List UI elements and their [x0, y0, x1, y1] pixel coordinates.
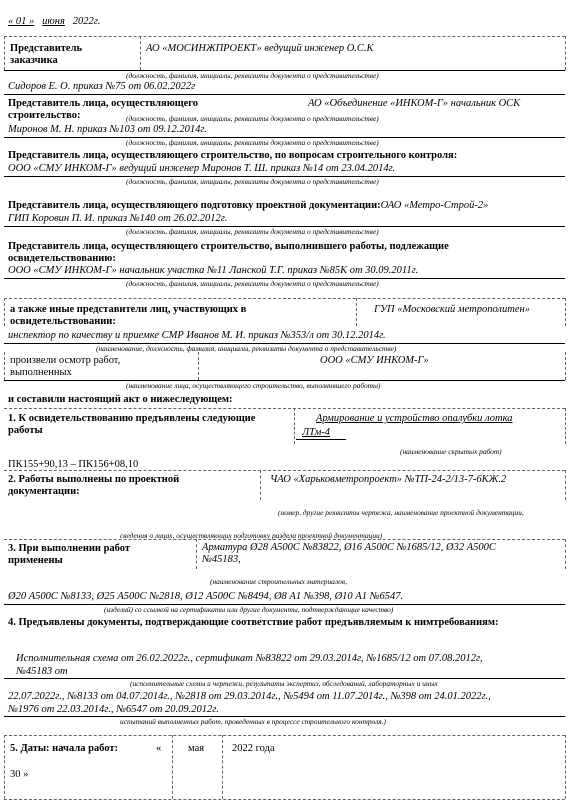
- item4-label: 4. Предъявлены документы, подтверждающие соответствие работ предъявляемым к нимтребованиям:: [8, 617, 499, 628]
- inspection-label-line1: произвели осмотр работ,: [10, 355, 121, 366]
- customer-value: АО «МОСИНЖПРОЕКТ» ведущий инженер О.С.К: [146, 43, 374, 54]
- performer-label-line2: освидетельствованию:: [8, 253, 116, 264]
- divider: [294, 408, 295, 444]
- item4-value-line4: №1976 от 22.03.2014г., №6547 от 20.09.2012г.: [8, 704, 219, 715]
- divider: [4, 735, 565, 736]
- divider: [4, 735, 5, 799]
- divider: [565, 36, 566, 70]
- builder-value: АО «Объединение «ИНКОМ-Г» начальник ОСК: [308, 98, 521, 109]
- divider: [4, 298, 565, 299]
- item3-value-line1: Арматура Ø28 А500С №83822, Ø16 А500С №1685/12, Ø32 А500С: [202, 542, 496, 553]
- divider: [222, 735, 223, 799]
- builder-value2: Миронов М. Н. приказ №103 от 09.12.2014г.: [8, 124, 207, 135]
- underline: [296, 439, 346, 440]
- item5-label: 5. Даты: начала работ:: [10, 743, 119, 754]
- inspection-value: ООО «СМУ ИНКОМ-Г»: [320, 355, 429, 366]
- divider: [4, 298, 5, 326]
- divider: [260, 470, 261, 500]
- inspection-caption: (наименование лица, осуществляющего строительство, выполнившего работы): [126, 381, 381, 390]
- item5-quote-open: «: [156, 743, 162, 754]
- builder-caption1: (должность, фамилия, инициалы, реквизиты документа о представительстве): [126, 114, 379, 123]
- item3-caption2: (изделий) со ссылкой на сертификаты или другие документы, подтверждающие качество): [104, 605, 394, 614]
- divider: [565, 408, 566, 444]
- divider: [4, 539, 565, 540]
- divider: [356, 298, 357, 326]
- item4-value-line3: 22.07.2022г., №8133 от 04.07.2014г., №2818 от 29.03.2014г., №5494 от 11.07.2014г., №398 от 24.01.2022г.,: [8, 691, 491, 702]
- item3-label-line2: применены: [8, 555, 63, 566]
- item2-caption2: сведения о лицах, осуществляющих подготовку раздела проектной документации): [120, 531, 383, 540]
- customer-caption: (должность, фамилия, инициалы, реквизиты документа о представительстве): [126, 71, 379, 80]
- item3-label-line1: 3. При выполнении работ: [8, 543, 131, 554]
- divider: [565, 470, 566, 500]
- design-label: Представитель лица, осуществляющего подготовку проектной документации:: [8, 200, 381, 211]
- date-month: июня: [42, 16, 65, 27]
- divider: [4, 36, 565, 37]
- date-year: 2022г.: [72, 16, 101, 27]
- inspection-label-line2: выполненных: [10, 367, 72, 378]
- item5-year: 2022 года: [232, 743, 275, 754]
- builder-label-line1: Представитель лица, осуществляющего: [8, 98, 199, 109]
- divider: [565, 539, 566, 569]
- item1-label-line1: 1. К освидетельствованию предъявлены следующие: [8, 413, 256, 424]
- builder-caption2: (должность, фамилия, инициалы, реквизиты документа о представительстве): [126, 138, 379, 147]
- control-caption: (должность, фамилия, инициалы, реквизиты документа о представительстве): [126, 177, 379, 186]
- divider: [140, 36, 141, 70]
- divider: [4, 352, 5, 380]
- others-label-line2: освидетельствовании:: [10, 316, 116, 327]
- item2-label-line2: документации:: [8, 486, 80, 497]
- builder-label-line2: строительство:: [8, 110, 81, 121]
- divider: [565, 298, 566, 326]
- design-org: ОАО «Метро-Строй-2»: [380, 200, 489, 211]
- performer-caption: (должность, фамилия, инициалы, реквизиты документа о представительстве): [126, 279, 379, 288]
- customer-label-line1: Представитель: [10, 43, 83, 54]
- divider: [4, 470, 565, 471]
- divider: [172, 735, 173, 799]
- act-intro: и составили настоящий акт о нижеследующем:: [8, 394, 233, 405]
- item4-value-line1: Исполнительная схема от 26.02.2022г., сертификат №83822 от 29.03.2014г, №1685/12 от 07.08.2012г,: [16, 653, 483, 664]
- divider: [198, 352, 199, 380]
- others-org: ГУП «Московский метрополитен»: [374, 304, 530, 315]
- item3-value-line3: Ø20 А500С №8133, Ø25 А500С №2818, Ø12 А500С №8494, Ø8 А1 №398, Ø10 А1 №6547.: [8, 591, 404, 602]
- customer-value2: Сидоров Е. О. приказ №75 от 06.02.2022г: [8, 81, 196, 92]
- item1-label-line2: работы: [8, 425, 43, 436]
- divider: [4, 799, 565, 800]
- item5-end-day: 30 »: [10, 769, 29, 780]
- control-label: Представитель лица, осуществляющего строительство, по вопросам строительного контроля:: [8, 150, 458, 161]
- item3-value-line2: №45183,: [202, 554, 241, 565]
- item5-month: мая: [188, 743, 205, 754]
- item2-value: ЧАО «Харьковметропроект» №ТП-24-2/13-7-6КЖ.2: [270, 474, 507, 485]
- item1-caption: (наименование скрытых работ): [400, 447, 502, 456]
- date-day: « 01 »: [8, 16, 35, 27]
- divider: [565, 352, 566, 380]
- design-caption: (должность, фамилия, инициалы, реквизиты документа о представительстве): [126, 227, 379, 236]
- item2-label-line1: 2. Работы выполнены по проектной: [8, 474, 180, 485]
- customer-label-line2: заказчика: [10, 55, 58, 66]
- item4-value-line2: №45183 от: [16, 666, 68, 677]
- others-caption: (наименование, должность, фамилия, инициалы, реквизиты документа о представительстве): [96, 344, 397, 353]
- design-row: [8, 200, 488, 212]
- item1-value-line1: Армирование и устройство опалубки лотка: [316, 413, 513, 424]
- performer-value: ООО «СМУ ИНКОМ-Г» начальник участка №11 Ланской Т.Г. приказ №85К от 30.09.2011г.: [8, 265, 419, 276]
- underline: [4, 94, 565, 95]
- divider: [4, 408, 565, 409]
- divider: [4, 36, 5, 70]
- item4-caption2: испытаний выполненных работ, проведенных в процессе строительного контроля.): [120, 717, 387, 726]
- others-label-line1: а также иные представители лиц, участвующих в: [10, 304, 247, 315]
- divider: [565, 735, 566, 799]
- performer-label-line1: Представитель лица, осуществляющего строительство, выполнившего работы, подлежащие: [8, 241, 449, 252]
- act-date: [8, 16, 100, 28]
- item3-caption1: (наименование строительных материалов,: [210, 577, 347, 586]
- item2-caption1: (номер, другие реквизиты чертежа, наименование проектной документации,: [278, 508, 524, 517]
- item4-caption1: (исполнительные схемы и чертежи, результаты экспертиз, обследований, лабораторных и иных: [130, 679, 438, 688]
- control-value: ООО «СМУ ИНКОМ-Г» ведущий инженер Миронов Т. Ш. приказ №14 от 23.04.2014г.: [8, 163, 396, 174]
- item1-location: ПК155+90,13 – ПК156+08,10: [8, 459, 139, 470]
- others-value: инспектор по качеству и приемке СМР Иванов М. И. приказ №353/л от 30.12.2014г.: [8, 330, 386, 341]
- divider: [196, 539, 197, 569]
- design-value: ГИП Коровин П. И. приказ №140 от 26.02.2012г.: [8, 213, 228, 224]
- item1-value-line2: ЛТм-4: [302, 427, 331, 438]
